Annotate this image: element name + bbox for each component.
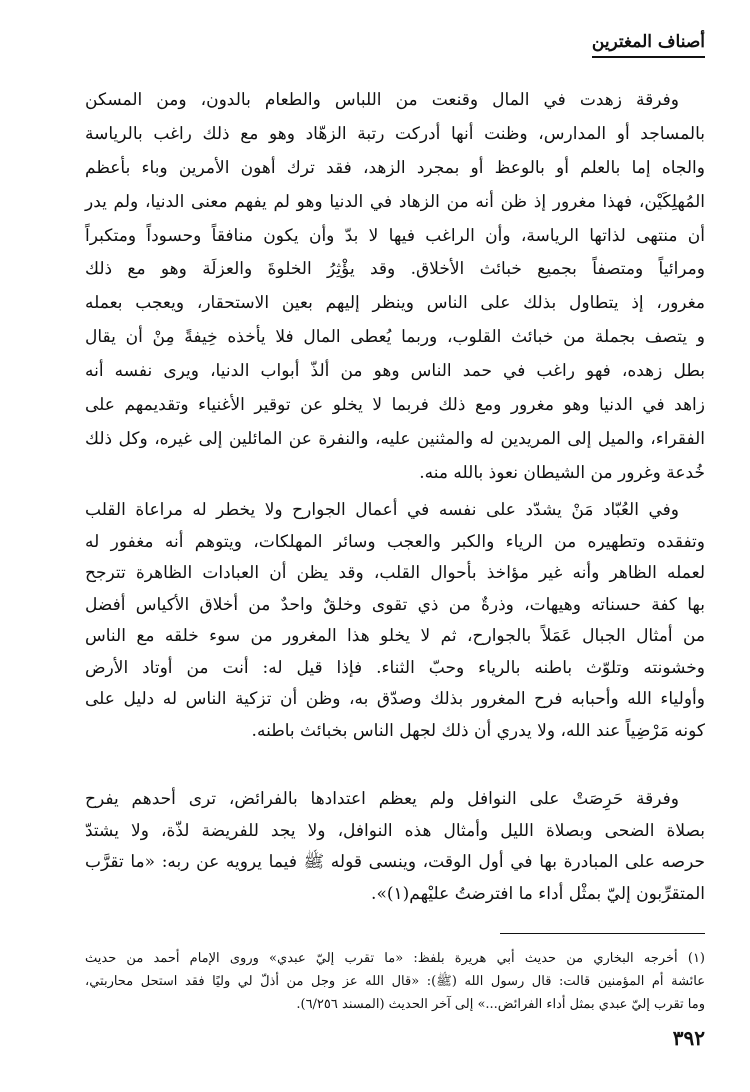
- footnote-line: (١) أخرجه البخاري من حديث أبي هريرة بلفظ: «ما تقرب إليّ عبدي» وروى الإمام أحمد من حديث: [85, 951, 705, 966]
- footnote-line: عائشة أم المؤمنين قالت: قال رسول الله (ﷺ): «قال الله عز وجل من أذلّ لي وليًا فقد استحل محاربتي،: [85, 974, 705, 989]
- paragraph: [85, 84, 705, 491]
- text-line: المُهلِكَيْن، فهذا مغرور إذ ظن أنه من الزهاد في الدنيا وهو لم يفهم معنى الدنيا، ولم يدر: [85, 191, 705, 212]
- text-line: حرصه على المبادرة بها في أول الوقت، وينسى قوله ﷺ فيما يرويه عن ربه: «ما تقرَّب: [85, 852, 705, 873]
- text-line: كونه مَرْضِياً عند الله، ولا يدري أن ذلك لجهل الناس بخبائث باطنه.: [251, 720, 705, 741]
- text-line: الفقراء، والميل إلى المريدين له والمثنين عليه، والنفرة عن المائلين إلى غيره، وكل ذلك: [85, 428, 705, 449]
- running-header: أصناف المغترين: [592, 32, 705, 58]
- footnote: [85, 947, 705, 1016]
- text-line: والجاه إما بالعلم أو بالوعظ أو بمجرد الزهد، فقد ترك أهون الأمرين وباء بأعظم: [85, 157, 705, 178]
- paragraph: [85, 495, 705, 747]
- paragraph: [85, 784, 705, 911]
- footnote-divider: [500, 933, 705, 934]
- text-line: ومرائياً ومتصفاً بجميع خبائث الأخلاق. وقد يؤْثِرُ الخلوةَ والعزلَة وهو مع ذلك: [85, 259, 705, 280]
- text-line: وأولياء الله وأحبابه فرح المغرور بذلك وصدّق به، وظن أن تزكية الناس له دليل على: [85, 689, 705, 709]
- text-line: لعمله الظاهر وأنه غير مؤاخذ بأحوال القلب، وقد يظن أن العبادات الظاهرة تترجح: [85, 563, 705, 583]
- text-line: زاهد في الدنيا وهو مغرور ومع ذلك فربما لا يخلو عن توقير الأغنياء وتقديمهم على: [85, 395, 705, 416]
- text-line: وفي العُبّاد مَنْ يشدّد على نفسه في أعمال الجوارح ولا يخطر له مراعاة القلب: [85, 500, 679, 520]
- text-line: وفرقة حَرِصَتْ على النوافل ولم يعظم اعتدادها بالفرائض، ترى أحدهم يفرح: [85, 789, 679, 809]
- text-line: خُدعة وغرور من الشيطان نعوذ بالله منه.: [419, 462, 705, 483]
- text-line: وفرقة زهدت في المال وقنعت من اللباس والطعام بالدون، ومن المسكن: [85, 90, 679, 110]
- text-line: من أمثال الجبال عَمَلاً بالجوارح، ثم لا يخلو هذا المغرور من سوء خلقه مع الناس: [85, 626, 705, 646]
- text-line: بالمساجد أو المدارس، وظنت أنها أدركت رتبة الزهّاد وهو مع ذلك راغب بالرياسة: [85, 123, 705, 144]
- text-line: بصلاة الضحى وبصلاة الليل وأمثال هذه النوافل، ولا يجد للفريضة لذّة، ولا يشتدّ: [85, 820, 705, 841]
- text-line: وخشونته وتلوّث باطنه بالرياء وحبّ الثناء. فإذا قيل له: أنت من أوتاد الأرض: [85, 657, 705, 678]
- text-line: المتقرِّبون إليّ بمثْل أداء ما افترضتُ عليْهم(١)».: [371, 884, 705, 905]
- page-number: ٣٩٢: [672, 1026, 705, 1050]
- text-line: بها كفة حسناته وهيهات، وذرةٌ من ذي تقوى وخلقٌ واحدٌ من أخلاق الأكياس أفضل: [85, 594, 705, 615]
- text-line: و يتصف بجملة من خبائث القلوب، وربما يُعطى المال فلا يأخذه خِيفةً مِنْ أن يقال: [85, 327, 705, 348]
- text-line: بطل زهده، فهو راغب في حمد الناس وهو من ألذّ أبواب الدنيا، ويرى نفسه أنه: [85, 361, 705, 382]
- text-line: وتفقده وتطهيره من الرياء والكبر والعجب وسائر المهلكات، ويتوهم أنه مغفور له: [85, 531, 705, 552]
- text-line: مغرور، إذ يتطاول بذلك على الناس وينظر إليهم بعين الاستحقار، ويعجب بعمله: [85, 293, 705, 314]
- text-line: أن منتهى لذاتها الرياسة، وأن الراغب فيها لا بدّ وأن يكون منافقاً وحسوداً ومتكبراً: [85, 225, 705, 246]
- footnote-line: وما تقرب إليّ عبدي بمثل أداء الفرائض...» إلى آخر الحديث (المسند ٦/٢٥٦).: [296, 997, 705, 1012]
